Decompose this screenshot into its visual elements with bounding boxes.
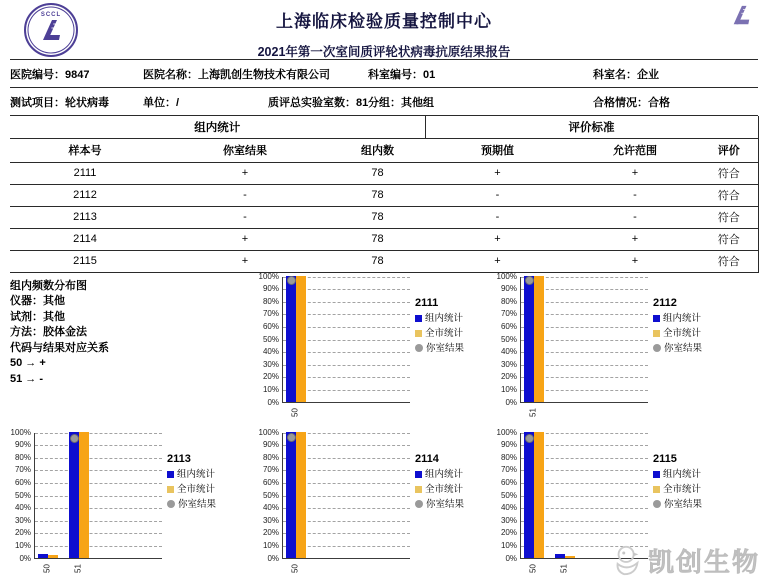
gridline (35, 546, 162, 547)
y-tick-label: 20% (500, 528, 517, 538)
y-tick-label: 50% (262, 334, 279, 344)
y-tick-label: 20% (500, 372, 517, 382)
table-cell: 2112 (10, 184, 160, 206)
legend-swatch-blue (653, 315, 660, 322)
y-tick-label: 20% (262, 372, 279, 382)
legend-swatch-blue (415, 471, 422, 478)
x-axis (520, 404, 738, 424)
page-subtitle: 2021年第一次室间质评轮状病毒抗原结果报告 (257, 45, 511, 59)
meta-lines (10, 294, 258, 387)
y-tick-label: 50% (500, 334, 517, 344)
table-cell: + (570, 162, 700, 184)
x-axis (282, 560, 496, 580)
x-tick-label: 50 (528, 563, 538, 573)
your-result-marker (525, 434, 534, 443)
y-tick-label: 30% (262, 359, 279, 369)
y-tick-label: 70% (262, 465, 279, 475)
legend-item (653, 326, 702, 341)
x-tick-label: 50 (290, 563, 300, 573)
y-tick-label: 0% (267, 553, 279, 563)
chart-body (10, 427, 258, 563)
seal-acronym: SCCL (40, 12, 62, 18)
y-tick-label: 100% (258, 271, 279, 281)
x-tick-label: 51 (559, 563, 569, 573)
legend-label: 组内统计 (425, 468, 464, 480)
y-tick-label: 80% (262, 452, 279, 462)
y-tick-label: 60% (500, 321, 517, 331)
y-tick-label: 80% (500, 452, 517, 462)
y-tick-label: 90% (500, 440, 517, 450)
legend-item (167, 497, 216, 512)
legend-label: 组内统计 (663, 312, 702, 324)
test-item: 测试项目：轮状病毒 (10, 96, 109, 109)
legend-swatch-yellow (167, 486, 174, 493)
table-cell: 78 (330, 162, 425, 184)
y-tick-label: 90% (14, 440, 31, 450)
legend-label: 你室结果 (426, 498, 465, 510)
chart-title: 2112 (653, 296, 677, 309)
y-tick-label: 80% (262, 296, 279, 306)
legend-swatch-yellow (653, 486, 660, 493)
legend-label: 组内统计 (177, 468, 216, 480)
your-result-marker (287, 433, 296, 442)
bar-citywide-stat (296, 276, 306, 402)
pass-status: 合格情况：合格 (593, 96, 670, 109)
y-tick-label: 70% (500, 465, 517, 475)
table-row (10, 184, 758, 206)
department-id: 科室编号：01 (368, 68, 436, 81)
legend-label: 全市统计 (177, 483, 216, 495)
x-axis (34, 560, 258, 580)
y-tick-label: 0% (505, 397, 517, 407)
bar-group-stat (69, 432, 79, 558)
meta-line: 51 → - (10, 372, 44, 385)
bar-group-stat (38, 554, 48, 558)
bar-citywide-stat (534, 432, 544, 558)
gridline (35, 508, 162, 509)
x-axis (282, 404, 496, 424)
y-tick-label: 70% (500, 309, 517, 319)
chart-body (258, 427, 496, 563)
table-cell: 2114 (10, 228, 160, 250)
y-tick-label: 90% (262, 284, 279, 294)
table-cell: 2113 (10, 206, 160, 228)
legend-swatch-blue (653, 471, 660, 478)
y-tick-label: 50% (500, 490, 517, 500)
meta-title: 组内频数分布图 (10, 279, 87, 292)
table-cell: 2111 (10, 162, 160, 184)
legend-label: 组内统计 (663, 468, 702, 480)
y-tick-label: 100% (496, 271, 517, 281)
meta-line: 方法：胶体金法 (10, 326, 87, 338)
gridline (35, 533, 162, 534)
group-name: 分组：其他组 (368, 96, 434, 109)
legend-item (653, 341, 702, 356)
legend-label: 全市统计 (663, 327, 702, 339)
y-tick-label: 40% (500, 503, 517, 513)
gridline (35, 483, 162, 484)
seal-l-mark-icon (39, 18, 63, 44)
y-axis (496, 427, 520, 563)
y-tick-label: 30% (14, 515, 31, 525)
y-tick-label: 70% (262, 309, 279, 319)
y-tick-label: 70% (14, 465, 31, 475)
y-tick-label: 100% (258, 427, 279, 437)
bar-citywide-stat (534, 276, 544, 402)
legend-label: 全市统计 (425, 327, 464, 339)
y-tick-label: 90% (500, 284, 517, 294)
y-tick-label: 10% (262, 540, 279, 550)
plot-area (520, 277, 648, 403)
table-cell: 78 (330, 228, 425, 250)
table-cell: + (160, 228, 330, 250)
chart-legend (167, 433, 216, 560)
watermark-text: 凯创生物 (647, 547, 760, 577)
legend-item (653, 467, 702, 482)
legend-label: 你室结果 (664, 342, 703, 354)
org-seal-logo (24, 3, 78, 57)
legend-swatch-blue (167, 471, 174, 478)
chart-legend (653, 433, 702, 560)
info-row-2 (10, 88, 758, 116)
y-tick-label: 20% (14, 528, 31, 538)
chart-title: 2111 (415, 296, 439, 309)
legend-swatch-yellow (415, 330, 422, 337)
y-tick-label: 60% (262, 477, 279, 487)
table-cell: 2115 (10, 250, 160, 272)
chart-title: 2114 (415, 452, 439, 465)
gridline (35, 521, 162, 522)
results-table (10, 116, 759, 273)
chart-body (496, 271, 738, 407)
table-cell: + (160, 162, 330, 184)
y-axis (10, 427, 34, 563)
y-tick-label: 40% (262, 347, 279, 357)
gridline (35, 445, 162, 446)
meta-block (10, 273, 258, 424)
table-cell: 78 (330, 206, 425, 228)
table-cell: 78 (330, 250, 425, 272)
y-tick-label: 90% (262, 440, 279, 450)
legend-label: 你室结果 (178, 498, 217, 510)
bar-group-stat (286, 276, 296, 402)
bar-group-stat (555, 554, 565, 558)
meta-line: 试剂：其他 (10, 310, 65, 323)
bar-citywide-stat (565, 556, 575, 557)
table-row (10, 206, 758, 228)
y-tick-label: 10% (14, 540, 31, 550)
legend-item (415, 467, 464, 482)
y-tick-label: 60% (262, 321, 279, 331)
legend-marker-dot (653, 344, 661, 352)
chart-2115 (496, 424, 738, 580)
y-tick-label: 10% (500, 384, 517, 394)
y-tick-label: 80% (14, 452, 31, 462)
col-allowed-range: 允许范围 (570, 138, 700, 162)
chart-2111 (258, 273, 496, 424)
bar-group-stat (524, 432, 534, 558)
bar-group-stat (286, 432, 296, 558)
y-axis (258, 271, 282, 407)
results-tbody (10, 162, 758, 272)
y-tick-label: 20% (262, 528, 279, 538)
chart-legend (415, 277, 464, 404)
col-your-result: 你室结果 (160, 138, 330, 162)
legend-item (415, 341, 464, 356)
table-cell: - (570, 206, 700, 228)
legend-label: 你室结果 (664, 498, 703, 510)
plot-area (282, 277, 410, 403)
legend-item (415, 311, 464, 326)
corner-logo-icon (730, 4, 752, 28)
col-sample-id: 样本号 (10, 138, 160, 162)
table-cell: + (570, 250, 700, 272)
table-cell: 符合 (700, 250, 758, 272)
y-tick-label: 0% (267, 397, 279, 407)
legend-item (415, 326, 464, 341)
charts-grid (10, 273, 758, 580)
legend-item (167, 467, 216, 482)
y-tick-label: 0% (19, 553, 31, 563)
y-tick-label: 10% (262, 384, 279, 394)
col-evaluation: 评价 (700, 138, 758, 162)
y-tick-label: 30% (262, 515, 279, 525)
legend-marker-dot (167, 500, 175, 508)
x-tick-label: 51 (73, 563, 83, 573)
bar-group-stat (524, 276, 534, 402)
hospital-id: 医院编号：9847 (10, 68, 90, 81)
legend-item (415, 482, 464, 497)
your-result-marker (70, 434, 79, 443)
legend-item (653, 497, 702, 512)
y-tick-label: 50% (262, 490, 279, 500)
page-title: 上海临床检验质量控制中心 (276, 12, 492, 31)
meta-line: 仪器：其他 (10, 295, 65, 307)
y-tick-label: 0% (505, 553, 517, 563)
table-cell: 符合 (700, 228, 758, 250)
legend-label: 全市统计 (663, 483, 702, 495)
table-cell: - (425, 206, 570, 228)
chart-2113 (10, 424, 258, 580)
table-cell: 符合 (700, 184, 758, 206)
legend-item (167, 482, 216, 497)
y-tick-label: 80% (500, 296, 517, 306)
your-result-marker (287, 276, 296, 285)
group-header-left: 组内统计 (10, 116, 425, 138)
title-block (10, 0, 758, 60)
table-row (10, 162, 758, 184)
plot-area (282, 433, 410, 559)
group-header-right: 评价标准 (425, 116, 758, 138)
gridline (35, 433, 162, 434)
y-tick-label: 30% (500, 359, 517, 369)
table-cell: - (570, 184, 700, 206)
y-tick-label: 50% (14, 490, 31, 500)
table-cell: - (425, 184, 570, 206)
col-group-count: 组内数 (330, 138, 425, 162)
total-labs: 质评总实验室数：81 (268, 96, 369, 109)
x-tick-label: 51 (528, 407, 538, 417)
department-name: 科室名：企业 (593, 68, 659, 81)
chart-2114 (258, 424, 496, 580)
report-header (10, 0, 758, 60)
table-cell: + (425, 250, 570, 272)
legend-label: 组内统计 (425, 312, 464, 324)
table-cell: + (570, 228, 700, 250)
y-tick-label: 40% (14, 503, 31, 513)
your-result-marker (525, 276, 534, 285)
y-tick-label: 100% (10, 427, 31, 437)
bar-citywide-stat (48, 555, 58, 558)
y-axis (258, 427, 282, 563)
hospital-name: 医院名称：上海凯创生物技术有限公司 (143, 68, 330, 81)
legend-swatch-yellow (415, 486, 422, 493)
unit: 单位：/ (143, 96, 180, 109)
chart-title: 2115 (653, 452, 677, 465)
chart-legend (415, 433, 464, 560)
plot-area (520, 433, 648, 559)
table-cell: 符合 (700, 162, 758, 184)
legend-swatch-yellow (653, 330, 660, 337)
chart-legend (653, 277, 702, 404)
col-expected-value: 预期值 (425, 138, 570, 162)
gridline (35, 496, 162, 497)
info-row-1 (10, 60, 758, 88)
table-cell: 符合 (700, 206, 758, 228)
legend-marker-dot (653, 500, 661, 508)
table-cell: - (160, 206, 330, 228)
legend-label: 全市统计 (425, 483, 464, 495)
legend-marker-dot (415, 500, 423, 508)
table-cell: + (425, 162, 570, 184)
table-row (10, 228, 758, 250)
legend-item (653, 482, 702, 497)
legend-marker-dot (415, 344, 423, 352)
x-tick-label: 50 (290, 407, 300, 417)
legend-label: 你室结果 (426, 342, 465, 354)
y-tick-label: 60% (14, 477, 31, 487)
chart-title: 2113 (167, 452, 191, 465)
y-tick-label: 100% (496, 427, 517, 437)
y-tick-label: 10% (500, 540, 517, 550)
table-row (10, 250, 758, 272)
table-cell: + (425, 228, 570, 250)
group-header-row (10, 116, 758, 138)
legend-item (653, 311, 702, 326)
y-tick-label: 60% (500, 477, 517, 487)
table-cell: 78 (330, 184, 425, 206)
chart-body (258, 271, 496, 407)
bar-citywide-stat (79, 432, 89, 558)
y-axis (496, 271, 520, 407)
chart-body (496, 427, 738, 563)
y-tick-label: 40% (262, 503, 279, 513)
meta-line: 代码与结果对应关系 (10, 341, 109, 354)
legend-item (415, 497, 464, 512)
bar-citywide-stat (296, 432, 306, 558)
chart-2112 (496, 273, 738, 424)
meta-line: 50 → + (10, 357, 46, 369)
gridline (35, 470, 162, 471)
plot-area (34, 433, 162, 559)
table-cell: - (160, 184, 330, 206)
x-axis (520, 560, 738, 580)
legend-swatch-blue (415, 315, 422, 322)
y-tick-label: 40% (500, 347, 517, 357)
table-cell: + (160, 250, 330, 272)
gridline (35, 458, 162, 459)
y-tick-label: 30% (500, 515, 517, 525)
x-tick-label: 50 (42, 563, 52, 573)
column-header-row (10, 138, 758, 162)
